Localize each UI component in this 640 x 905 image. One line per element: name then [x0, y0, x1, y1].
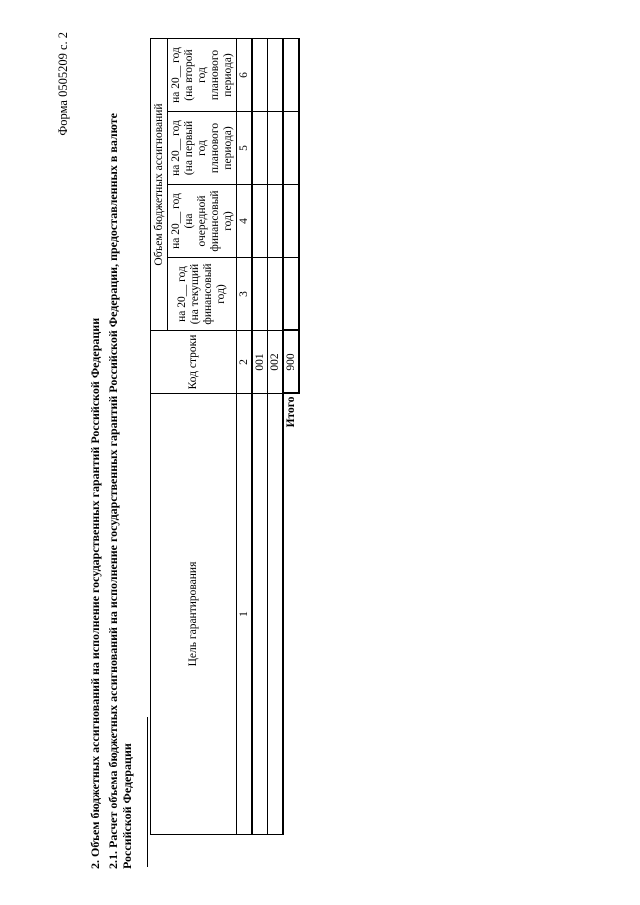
purpose-cell[interactable] — [252, 394, 268, 835]
subsection-title: 2.1. Расчет объема бюджетных ассигнований на исполнение государственных гарантий Российской Федерации, предоставленных в валюте Российской Федерации — [106, 113, 134, 869]
col-number: 5 — [237, 112, 253, 185]
header-year-1: на 20__ год (на текущий финансовый год) — [168, 258, 237, 331]
amount-cell[interactable] — [268, 185, 284, 258]
section-title: 2. Объем бюджетных ассигнований на исполнение государственных гарантий Российской Федерации — [88, 317, 102, 869]
header-group: Объем бюджетных ассигнований — [151, 39, 168, 331]
total-code: 900 — [283, 331, 299, 394]
total-amount-cell[interactable] — [283, 112, 299, 185]
code-cell: 002 — [268, 331, 284, 394]
header-year-3: на 20__ год (на первый год планового периода) — [168, 112, 237, 185]
total-label: Итого — [285, 396, 297, 428]
amount-cell[interactable] — [268, 258, 284, 331]
allocations-table — [150, 38, 300, 835]
header-code: Код строки — [151, 331, 237, 394]
total-amount-cell[interactable] — [283, 258, 299, 331]
amount-cell[interactable] — [268, 112, 284, 185]
header-rule — [147, 717, 148, 867]
amount-cell[interactable] — [268, 39, 284, 112]
table-row — [252, 39, 268, 835]
code-cell: 001 — [252, 331, 268, 394]
col-number: 3 — [237, 258, 253, 331]
col-number: 1 — [237, 394, 253, 835]
col-number: 4 — [237, 185, 253, 258]
col-number: 2 — [237, 331, 253, 394]
total-amount-cell[interactable] — [283, 185, 299, 258]
table-row — [268, 39, 284, 835]
col-number: 6 — [237, 39, 253, 112]
header-year-2: на 20__ год (на очередной финансовый год) — [168, 185, 237, 258]
total-row — [283, 39, 299, 835]
header-purpose: Цель гарантирования — [151, 394, 237, 835]
amount-cell[interactable] — [252, 185, 268, 258]
amount-cell[interactable] — [252, 112, 268, 185]
header-year-4: на 20__ год (на второй год планового периода) — [168, 39, 237, 112]
amount-cell[interactable] — [252, 258, 268, 331]
form-label: Форма 0505209 с. 2 — [56, 32, 70, 136]
purpose-cell[interactable] — [268, 394, 284, 835]
amount-cell[interactable] — [252, 39, 268, 112]
total-amount-cell[interactable] — [283, 39, 299, 112]
